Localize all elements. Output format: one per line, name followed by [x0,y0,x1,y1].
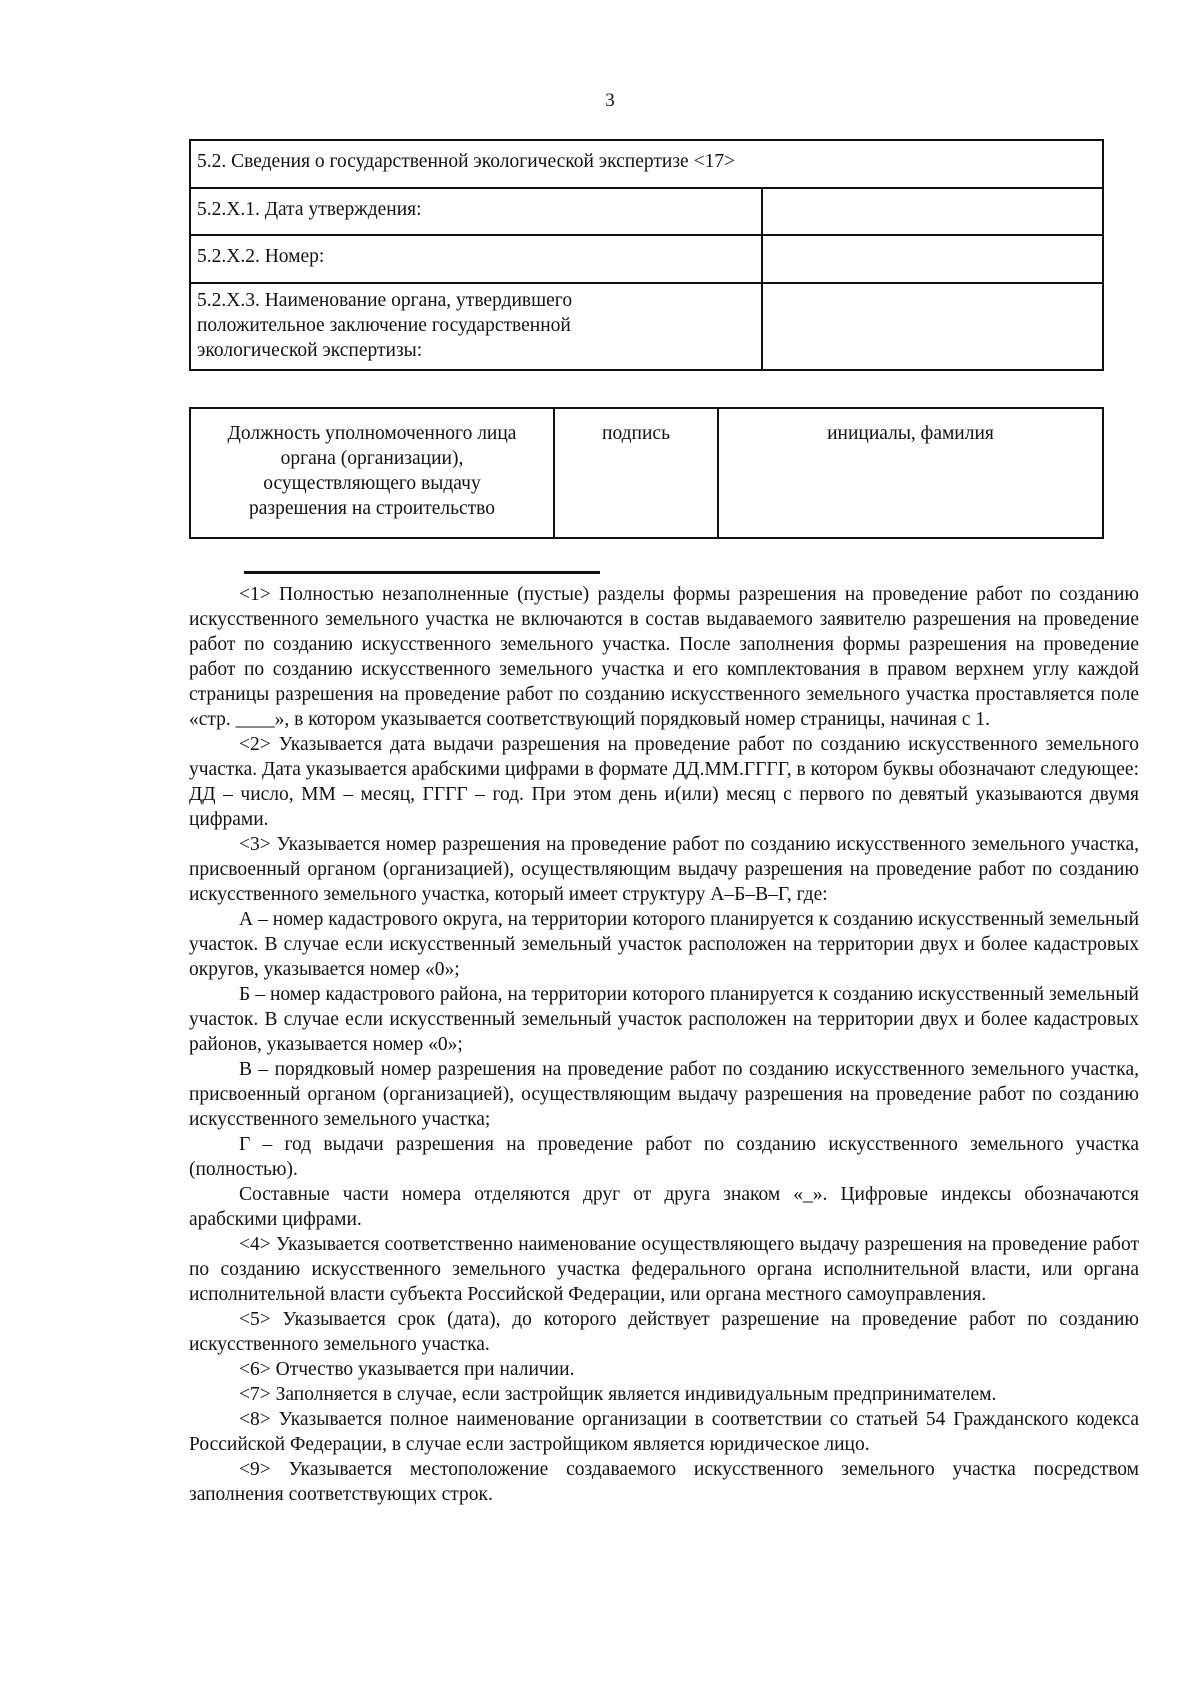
number-label: 5.2.X.2. Номер: [190,235,762,283]
position-line: осуществляющего выдачу [263,473,481,494]
label-line: экологической экспертизы: [197,340,423,361]
initials-cell: инициалы, фамилия [718,408,1103,538]
signature-row [190,408,1103,538]
label-line: 5.2.X.3. Наименование органа, утвердившего [197,290,573,311]
position-line: органа (организации), [280,448,464,469]
label-line: положительное заключение государственной [197,315,571,336]
footnote: <4> Указывается соответственно наименование осуществляющего выдачу разрешения на проведение работ по созданию искусственного земельного участка федерального органа исполнительной власти, или органа исполнительной власти субъекта Российской Федерации, или органа местного самоуправления. [189,1234,1139,1305]
approving-body-value [762,283,1103,370]
footnote: <3> Указывается номер разрешения на проведение работ по созданию искусственного земельного участка, присвоенный органом (организацией), осуществляющим выдачу разрешения на проведение работ по созданию искусственного земельного участка, который имеет структуру А–Б–В–Г, где: [189,834,1139,905]
approval-date-value [762,188,1103,235]
page-number: 3 [605,90,615,111]
expertise-table [189,139,1104,371]
footnote: <8> Указывается полное наименование организации в соответствии со статьей 54 Гражданского кодекса Российской Федерации, в случае если застройщиком является юридическое лицо. [189,1409,1139,1455]
footnote: <5> Указывается срок (дата), до которого действует разрешение на проведение работ по созданию искусственного земельного участка. [189,1309,1139,1355]
footnote: <7> Заполняется в случае, если застройщик является индивидуальным предпринимателем. [239,1384,997,1405]
table-row [190,235,1103,283]
position-line: Должность уполномоченного лица [227,423,517,444]
footnote-separator [244,571,600,574]
footnote: Г – год выдачи разрешения на проведение работ по созданию искусственного земельного участка (полностью). [189,1134,1139,1180]
approving-body-label [190,283,762,370]
signature-cell: подпись [554,408,718,538]
footnote: <9> Указывается местоположение создаваемого искусственного земельного участка посредством заполнения соответствующих строк. [189,1459,1139,1505]
official-position-cell [190,408,554,538]
expertise-header: 5.2. Сведения о государственной экологической экспертизе <17> [190,140,1103,188]
footnote: В – порядковый номер разрешения на проведение работ по созданию искусственного земельного участка, присвоенный органом (организацией), осуществляющим выдачу разрешения на проведение работ по созданию искусственного земельного участка; [189,1059,1139,1130]
table-row [190,283,1103,370]
footnote: Б – номер кадастрового района, на территории которого планируется к созданию искусственный земельный участок. В случае если искусственный земельный участок расположен на территории двух и более кадастровых районов, указывается номер «0»; [189,984,1139,1055]
table-row [190,188,1103,235]
footnote: <1> Полностью незаполненные (пустые) разделы формы разрешения на проведение работ по созданию искусственного земельного участка не включаются в состав выдаваемого заявителю разрешения на проведение работ по созданию искусственного земельного участка. После заполнения формы разрешения на проведение работ по созданию искусственного земельного участка и его комплектования в правом верхнем углу каждой страницы разрешения на проведение работ по созданию искусственного земельного участка проставляется поле «стр. ____», в котором указывается соответствующий порядковый номер страницы, начиная с 1. [189,584,1139,730]
footnote: А – номер кадастрового округа, на территории которого планируется к созданию искусственный земельный участок. В случае если искусственный земельный участок расположен на территории двух и более кадастровых округов, указывается номер «0»; [189,909,1139,980]
footnote: Составные части номера отделяются друг от друга знаком «_». Цифровые индексы обозначаются арабскими цифрами. [189,1184,1139,1230]
footnote: <6> Отчество указывается при наличии. [239,1359,575,1380]
number-value [762,235,1103,283]
position-line: разрешения на строительство [248,498,496,519]
footnote: <2> Указывается дата выдачи разрешения на проведение работ по созданию искусственного земельного участка. Дата указывается арабскими цифрами в формате ДД.ММ.ГГГГ, в котором буквы обозначают следующее: ДД – число, ММ – месяц, ГГГГ – год. При этом день и(или) месяц с первого по девятый указываются двумя цифрами. [189,734,1139,830]
expertise-header-row [190,140,1103,188]
approval-date-label: 5.2.X.1. Дата утверждения: [190,188,762,235]
signature-table [189,407,1104,539]
footnotes [189,582,1139,1507]
